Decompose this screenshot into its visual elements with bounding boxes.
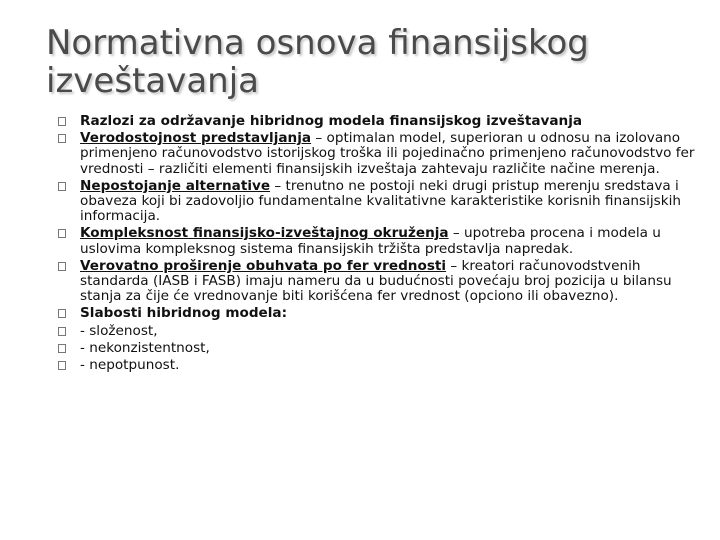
- square-bullet-icon: [58, 361, 66, 370]
- bullet-term: Nepostojanje alternative: [80, 177, 271, 194]
- bullet-term: Kompleksnost finansijsko-izveštajnog okruženja: [80, 225, 449, 242]
- bullet-term: Slabosti hibridnog modela:: [80, 305, 288, 322]
- bullet-term: Verovatno proširenje obuhvata po fer vrednosti: [80, 257, 447, 274]
- bullet-item: [58, 131, 698, 177]
- bullet-text: – optimalan model, superioran u odnosu na izolovano primenjeno računovodstvo istorijskog troška ili pojedinačno primenjeno računovodstvo fer vrednosti – različiti elementi finansijskih izveštaja zahtevaju različite načine merenja.: [80, 130, 695, 177]
- bullet-item: [58, 179, 698, 225]
- bullet-item: [58, 306, 698, 321]
- bullet-text: – kreatori računovodstvenih standarda (IASB i FASB) imaju nameru da u budućnosti povećaju broj pozicija u bilansu stanja za čije će vrednovanje biti korišćena fer vrednost (opciono ili obavezno).: [80, 257, 672, 305]
- square-bullet-icon: [58, 134, 66, 143]
- bullet-text: - složenost,: [80, 322, 158, 339]
- bullet-item: [58, 324, 698, 339]
- bullet-text: - nepotpunost.: [80, 357, 180, 374]
- square-bullet-icon: [58, 327, 66, 336]
- square-bullet-icon: [58, 344, 66, 353]
- bullet-text: – upotreba procena i modela u uslovima kompleksnog sistema finansijskih tržišta predstavlja napredak.: [80, 225, 661, 257]
- bullet-item: [58, 358, 698, 373]
- square-bullet-icon: [58, 182, 66, 191]
- square-bullet-icon: [58, 117, 66, 126]
- bullet-text: - nekonzistentnost,: [80, 339, 210, 356]
- square-bullet-icon: [58, 262, 66, 271]
- slide-title: Normativna osnova finansijskog izveštavanja: [46, 23, 589, 101]
- bullet-term: Verodostojnost predstavljanja: [80, 130, 312, 147]
- square-bullet-icon: [58, 229, 66, 238]
- bullet-list: [58, 114, 698, 375]
- bullet-item: [58, 226, 698, 256]
- bullet-item: [58, 114, 698, 129]
- square-bullet-icon: [58, 309, 66, 318]
- bullet-item: [58, 259, 698, 305]
- bullet-text: – trenutno ne postoji neki drugi pristup merenju sredstava i obaveza koji bi zadovoljio fundamentalne kvalitativne karakteristike korisnih finansijskih informacija.: [80, 177, 682, 225]
- bullet-term: Razlozi za održavanje hibridnog modela finansijskog izveštavanja: [80, 113, 583, 129]
- bullet-item: [58, 341, 698, 356]
